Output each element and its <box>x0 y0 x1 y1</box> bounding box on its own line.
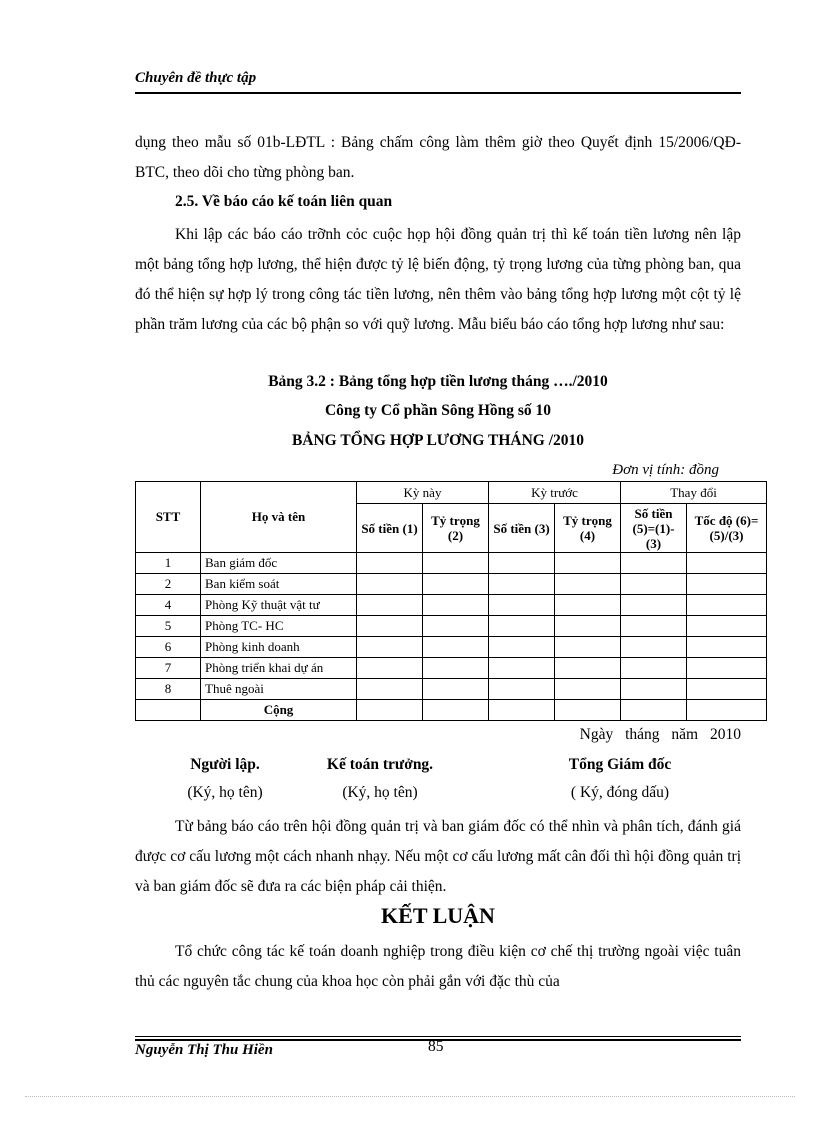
section-heading: 2.5. Về báo cáo kế toán liên quan <box>175 193 393 210</box>
table-row <box>136 679 767 700</box>
row-stt: 6 <box>136 637 201 658</box>
preparer-note: (Ký, họ tên) <box>187 784 263 801</box>
row-stt: 1 <box>136 553 201 574</box>
footer-rule <box>135 1036 741 1037</box>
signature-accountant <box>305 756 455 802</box>
unit-label: Đơn vị tính: đồng <box>612 462 719 478</box>
director-note: ( Ký, đóng dấu) <box>570 784 670 801</box>
header-group-current: Kỳ này <box>357 482 489 504</box>
header-amount-3: Số tiền (3) <box>489 504 555 553</box>
row-stt: 4 <box>136 595 201 616</box>
signature-preparer <box>150 756 300 802</box>
row-name: Phòng triển khai dự án <box>201 658 357 679</box>
row-stt: 5 <box>136 616 201 637</box>
row-stt: 7 <box>136 658 201 679</box>
header-amount-5: Số tiền (5)=(1)-(3) <box>621 504 687 553</box>
report-title: BẢNG TỔNG HỢP LƯƠNG THÁNG /2010 <box>291 432 585 449</box>
row-name: Ban kiểm soát <box>201 574 357 595</box>
conclusion-heading: KẾT LUẬN <box>381 903 495 928</box>
salary-summary-table <box>135 481 767 721</box>
page-edge-dotted-line <box>25 1096 795 1097</box>
row-stt: 8 <box>136 679 201 700</box>
paragraph-2 <box>135 220 741 340</box>
header-ratio-2: Tỷ trọng (2) <box>423 504 489 553</box>
header-amount-1: Số tiền (1) <box>357 504 423 553</box>
paragraph-1-text: dụng theo mẫu số 01b-LĐTL : Bảng chấm công làm thêm giờ theo Quyết định 15/2006/QĐ-BTC, theo dõi cho từng phòng ban. <box>135 134 741 181</box>
table-row <box>136 658 767 679</box>
table-row <box>136 616 767 637</box>
header-group-change: Thay đổi <box>621 482 767 504</box>
row-stt: 2 <box>136 574 201 595</box>
paragraph-2-text: Khi lập các báo cáo trỡnh cỏc cuộc họp hội đồng quản trị thì kế toán tiền lương nên lập một bảng tổng hợp lương, thể hiện được tỷ lệ biến động, tỷ trọng lương của từng phòng ban, qua đó thể hiện sự hợp lý trong công tác tiền lương, nên thêm vào bảng tổng hợp lương một cột tỷ lệ phần trăm lương của các bộ phận so với quỹ lương. Mẫu biểu báo cáo tổng hợp lương như sau: <box>135 226 741 333</box>
paragraph-3-text: Từ bảng báo cáo trên hội đồng quản trị và ban giám đốc có thể nhìn và phân tích, đánh giá được cơ cấu lương một cách nhanh nhạy. Nếu một cơ cấu lương mất cân đối thì hội đồng quản trị và ban giám đốc sẽ đưa ra các biện pháp cải thiện. <box>135 818 741 895</box>
table-caption: Bảng 3.2 : Bảng tổng hợp tiền lương tháng …./2010 <box>268 373 608 390</box>
footer-author: Nguyễn Thị Thu Hiền <box>135 1042 273 1058</box>
row-name: Phòng TC- HC <box>201 616 357 637</box>
paragraph-3 <box>135 812 741 902</box>
paragraph-4-text: Tổ chức công tác kế toán doanh nghiệp trong điều kiện cơ chế thị trường ngoài việc tuân thủ các nguyên tắc chung của khoa học còn phải gắn với đặc thù của <box>135 943 741 990</box>
row-name: Phòng kinh doanh <box>201 637 357 658</box>
table-row <box>136 595 767 616</box>
table-row <box>136 637 767 658</box>
row-name: Ban giám đốc <box>201 553 357 574</box>
table-row <box>136 553 767 574</box>
signature-director <box>545 756 695 802</box>
table-row <box>136 574 767 595</box>
row-name: Phòng Kỹ thuật vật tư <box>201 595 357 616</box>
director-role: Tổng Giám đốc <box>568 756 672 773</box>
page-number: 85 <box>428 1038 444 1055</box>
accountant-role: Kế toán trưởng. <box>326 756 434 773</box>
page-header-title: Chuyên đề thực tập <box>135 70 257 86</box>
company-name: Công ty Cổ phần Sông Hồng số 10 <box>324 402 552 419</box>
header-stt: STT <box>136 482 201 553</box>
header-ratio-4: Tỷ trọng (4) <box>555 504 621 553</box>
table-total-row <box>136 700 767 721</box>
paragraph-1 <box>135 128 741 188</box>
header-group-previous: Kỳ trước <box>489 482 621 504</box>
paragraph-4 <box>135 937 741 997</box>
date-line: Ngày tháng năm 2010 <box>579 726 741 743</box>
total-label: Cộng <box>201 700 357 721</box>
accountant-note: (Ký, họ tên) <box>342 784 418 801</box>
header-speed-6: Tốc độ (6)=(5)/(3) <box>687 504 767 553</box>
preparer-role: Người lập. <box>190 756 260 773</box>
row-name: Thuê ngoài <box>201 679 357 700</box>
header-name: Họ và tên <box>201 482 357 553</box>
header-rule <box>135 92 741 94</box>
